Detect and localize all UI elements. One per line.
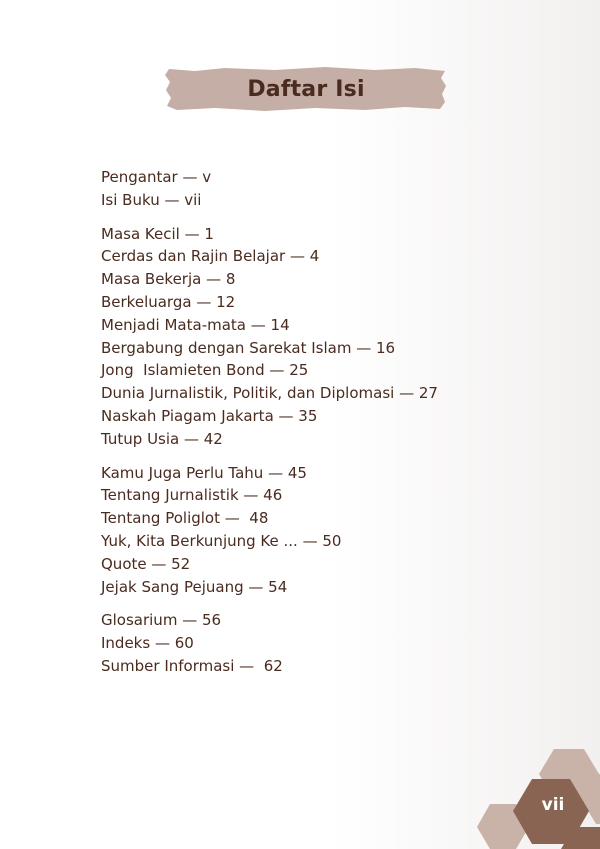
toc-entry[interactable]: Jejak Sang Pejuang — 54 — [101, 577, 288, 596]
toc-entry[interactable]: Tentang Jurnalistik — 46 — [101, 486, 283, 505]
toc-entry[interactable]: Isi Buku — vii — [101, 190, 202, 209]
toc-entry[interactable]: Tentang Poliglot — 48 — [101, 509, 269, 528]
toc-entry[interactable]: Sumber Informasi — 62 — [101, 656, 283, 675]
toc-group-chapters — [101, 223, 438, 451]
toc-entry[interactable]: Pengantar — v — [101, 168, 212, 186]
toc-entry[interactable]: Berkeluarga — 12 — [101, 292, 236, 311]
toc-entry[interactable]: Tutup Usia — 42 — [101, 429, 223, 448]
toc-entry[interactable]: Masa Kecil — 1 — [101, 224, 214, 243]
toc-entry[interactable]: Cerdas dan Rajin Belajar — 4 — [101, 247, 320, 266]
toc-group-back-matter — [101, 609, 438, 677]
toc-entry[interactable]: Jong Islamieten Bond — 25 — [101, 361, 309, 380]
toc-entry[interactable]: Quote — 52 — [101, 554, 191, 573]
page-number: vii — [541, 795, 565, 815]
toc-entry[interactable]: Yuk, Kita Berkunjung Ke ... — 50 — [101, 531, 342, 550]
toc-entry[interactable]: Kamu Juga Perlu Tahu — 45 — [101, 463, 307, 482]
toc-entry[interactable]: Indeks — 60 — [101, 634, 194, 653]
toc-entry[interactable]: Naskah Piagam Jakarta — 35 — [101, 406, 318, 425]
toc-entry[interactable]: Masa Bekerja — 8 — [101, 270, 236, 289]
toc-entry[interactable]: Dunia Jurnalistik, Politik, dan Diplomasi — 27 — [101, 384, 438, 403]
table-of-contents — [101, 166, 438, 678]
title-banner — [165, 66, 447, 112]
page-title: Daftar Isi — [247, 76, 365, 102]
toc-entry[interactable]: Menjadi Mata-mata — 14 — [101, 315, 290, 334]
toc-group-front-matter — [101, 166, 438, 212]
toc-entry[interactable]: Bergabung dengan Sarekat Islam — 16 — [101, 338, 396, 357]
toc-group-extras — [101, 462, 438, 599]
toc-entry[interactable]: Glosarium — 56 — [101, 611, 222, 630]
